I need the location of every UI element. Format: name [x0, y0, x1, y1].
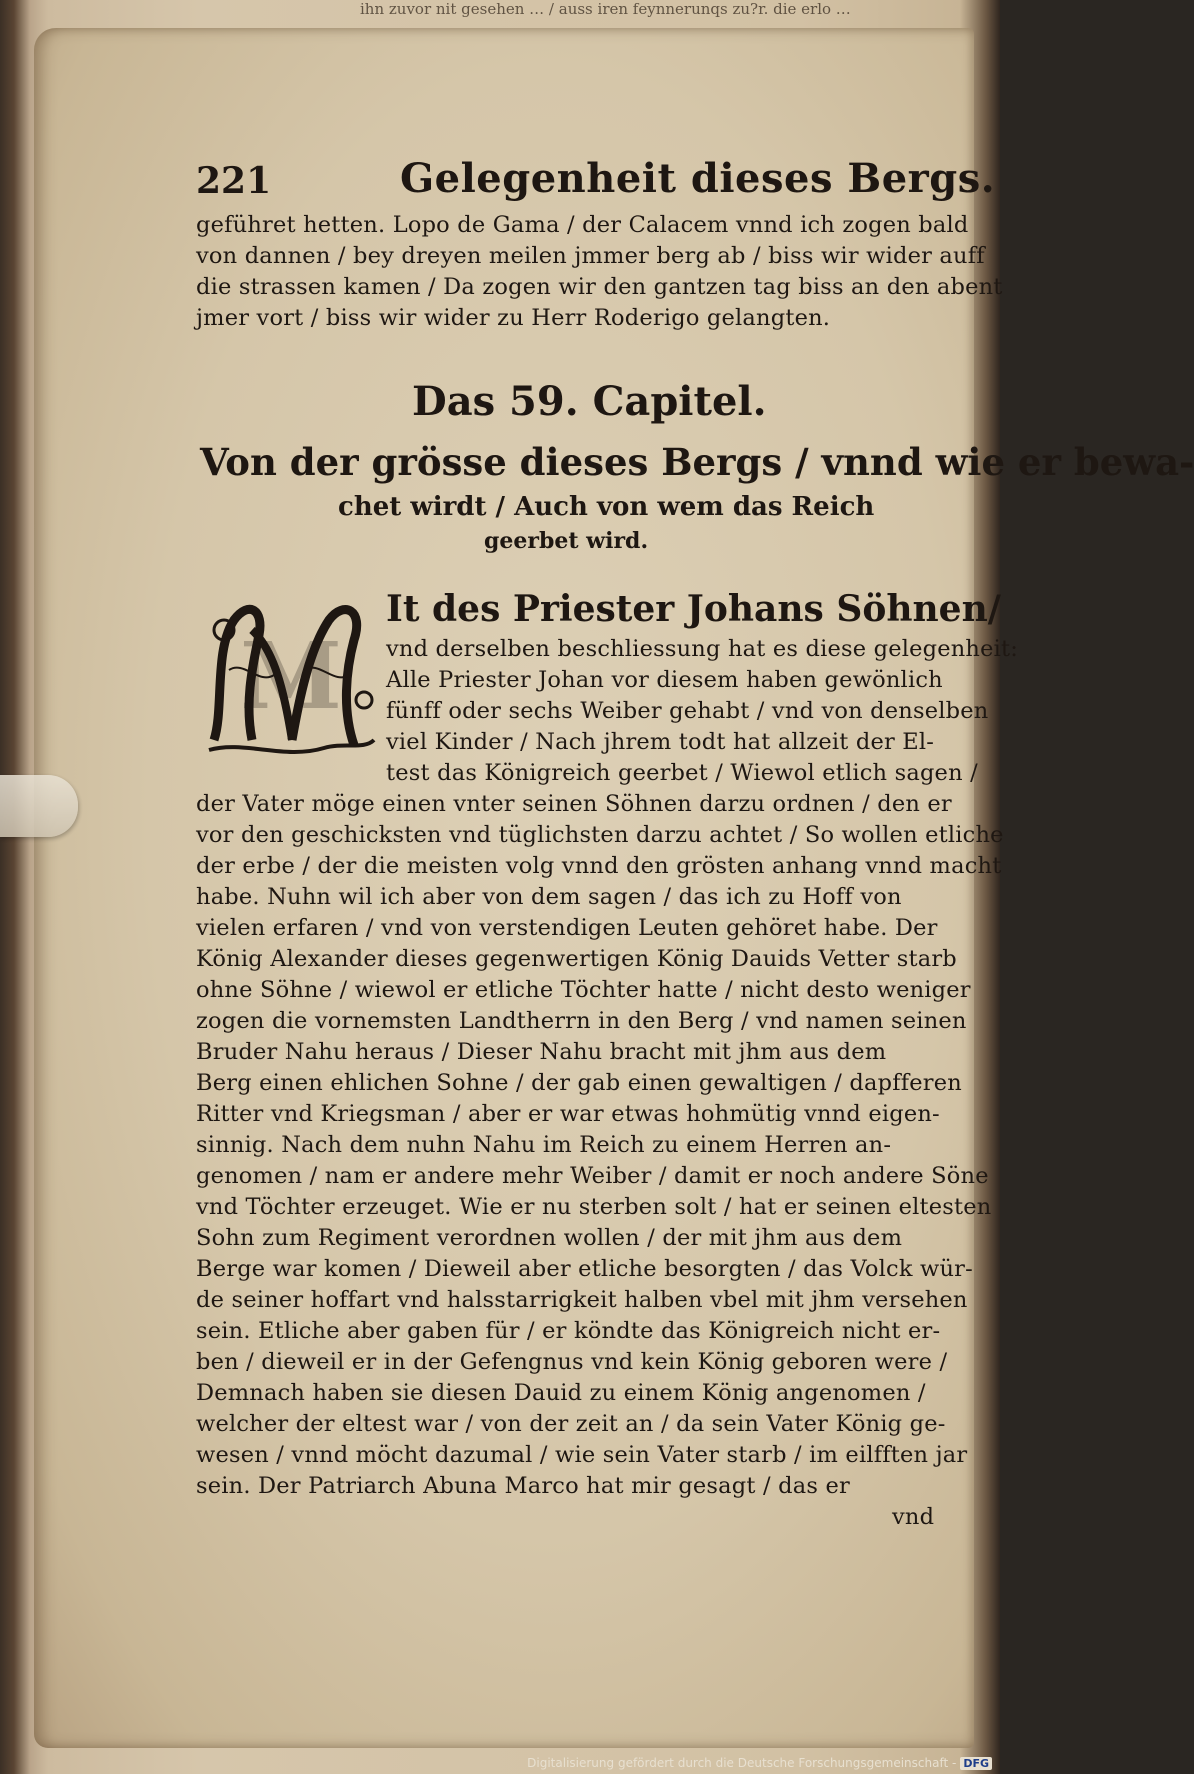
body-line: test das Königreich geerbet / Wiewol etlich sagen / [386, 760, 978, 786]
body-line: vor den geschicksten vnd tüglichsten darzu achtet / So wollen etliche [196, 822, 1004, 848]
credit-text: Digitalisierung gefördert durch die Deutsche Forschungsgemeinschaft - [527, 1756, 957, 1770]
chapter-title-line-3: geerbet wird. [484, 528, 649, 554]
body-line: sein. Der Patriarch Abuna Marco hat mir gesagt / das er [196, 1473, 850, 1499]
body-line: der erbe / der die meisten volg vnnd den grösten anhang vnnd macht [196, 853, 1002, 879]
body-line: ben / dieweil er in der Gefengnus vnd kein König geboren were / [196, 1349, 948, 1375]
body-line: Ritter vnd Kriegsman / aber er war etwas hohmütig vnnd eigen- [196, 1101, 940, 1127]
body-line: Demnach haben sie diesen Dauid zu einem König angenomen / [196, 1380, 926, 1406]
previous-page-bleed: ihn zuvor nit gesehen … / auss iren feynnerunqs zu?r. die erlo … [360, 0, 851, 18]
body-line: sinnig. Nach dem nuhn Nahu im Reich zu einem Herren an- [196, 1132, 892, 1158]
body-line: Alle Priester Johan vor diesem haben gewönlich [386, 667, 943, 693]
body-line: genomen / nam er andere mehr Weiber / damit er noch andere Söne [196, 1163, 989, 1189]
body-line: habe. Nuhn wil ich aber von dem sagen / das ich zu Hoff von [196, 884, 902, 910]
body-line: wesen / vnnd möcht dazumal / wie sein Vater starb / im eilfften jar [196, 1442, 968, 1468]
body-line: fünff oder sechs Weiber gehabt / vnd von denselben [386, 698, 989, 724]
catchword: vnd [892, 1504, 935, 1530]
body-line: Sohn zum Regiment verordnen wollen / der mit jhm aus dem [196, 1225, 903, 1251]
intro-line: jmer vort / biss wir wider zu Herr Roderigo gelangten. [196, 305, 831, 331]
chapter-title-line-1: Von der grösse dieses Bergs / vnnd wie er bewa- [200, 440, 1194, 484]
body-line: Bruder Nahu heraus / Dieser Nahu bracht mit jhm aus dem [196, 1039, 887, 1065]
body-line: vnd derselben beschliessung hat es diese gelegenheit: [386, 636, 1019, 662]
intro-line: geführet hetten. Lopo de Gama / der Calacem vnnd ich zogen bald [196, 212, 969, 238]
decorated-initial [204, 590, 378, 758]
lead-words: It des Priester Johans Söhnen/ [386, 588, 1001, 630]
body-line: vielen erfaren / vnd von verstendigen Leuten gehöret habe. Der [196, 915, 938, 941]
body-line: vnd Töchter erzeuget. Wie er nu sterben solt / hat er seinen eltesten [196, 1194, 992, 1220]
body-line: welcher der eltest war / von der zeit an / da sein Vater König ge- [196, 1411, 946, 1437]
chapter-title-line-2: chet wirdt / Auch von wem das Reich [338, 492, 875, 522]
page-tab-marker [0, 775, 78, 837]
intro-line: die strassen kamen / Da zogen wir den gantzen tag biss an den abent [196, 274, 1003, 300]
body-line: zogen die vornemsten Landtherrn in den Berg / vnd namen seinen [196, 1008, 967, 1034]
body-line: Berg einen ehlichen Sohne / der gab einen gewaltigen / dapfferen [196, 1070, 962, 1096]
chapter-number: Das 59. Capitel. [412, 378, 767, 425]
body-line: ohne Söhne / wiewol er etliche Töchter hatte / nicht desto weniger [196, 977, 971, 1003]
body-line: der Vater möge einen vnter seinen Söhnen darzu ordnen / den er [196, 791, 952, 817]
running-head: Gelegenheit dieses Bergs. [400, 155, 996, 202]
body-line: viel Kinder / Nach jhrem todt hat allzeit der El- [386, 729, 935, 755]
body-line: de seiner hoffart vnd halsstarrigkeit halben vbel mit jhm versehen [196, 1287, 968, 1313]
svg-text:M: M [240, 622, 342, 730]
intro-line: von dannen / bey dreyen meilen jmmer berg ab / biss wir wider auff [196, 243, 985, 269]
dfg-logo: DFG [960, 1757, 992, 1770]
body-line: König Alexander dieses gegenwertigen König Dauids Vetter starb [196, 946, 957, 972]
body-line: Berge war komen / Dieweil aber etliche besorgten / das Volck wür- [196, 1256, 973, 1282]
body-line: sein. Etliche aber gaben für / er köndte das Königreich nicht er- [196, 1318, 941, 1344]
page-number: 221 [196, 160, 272, 202]
digitization-credit [527, 1756, 992, 1770]
